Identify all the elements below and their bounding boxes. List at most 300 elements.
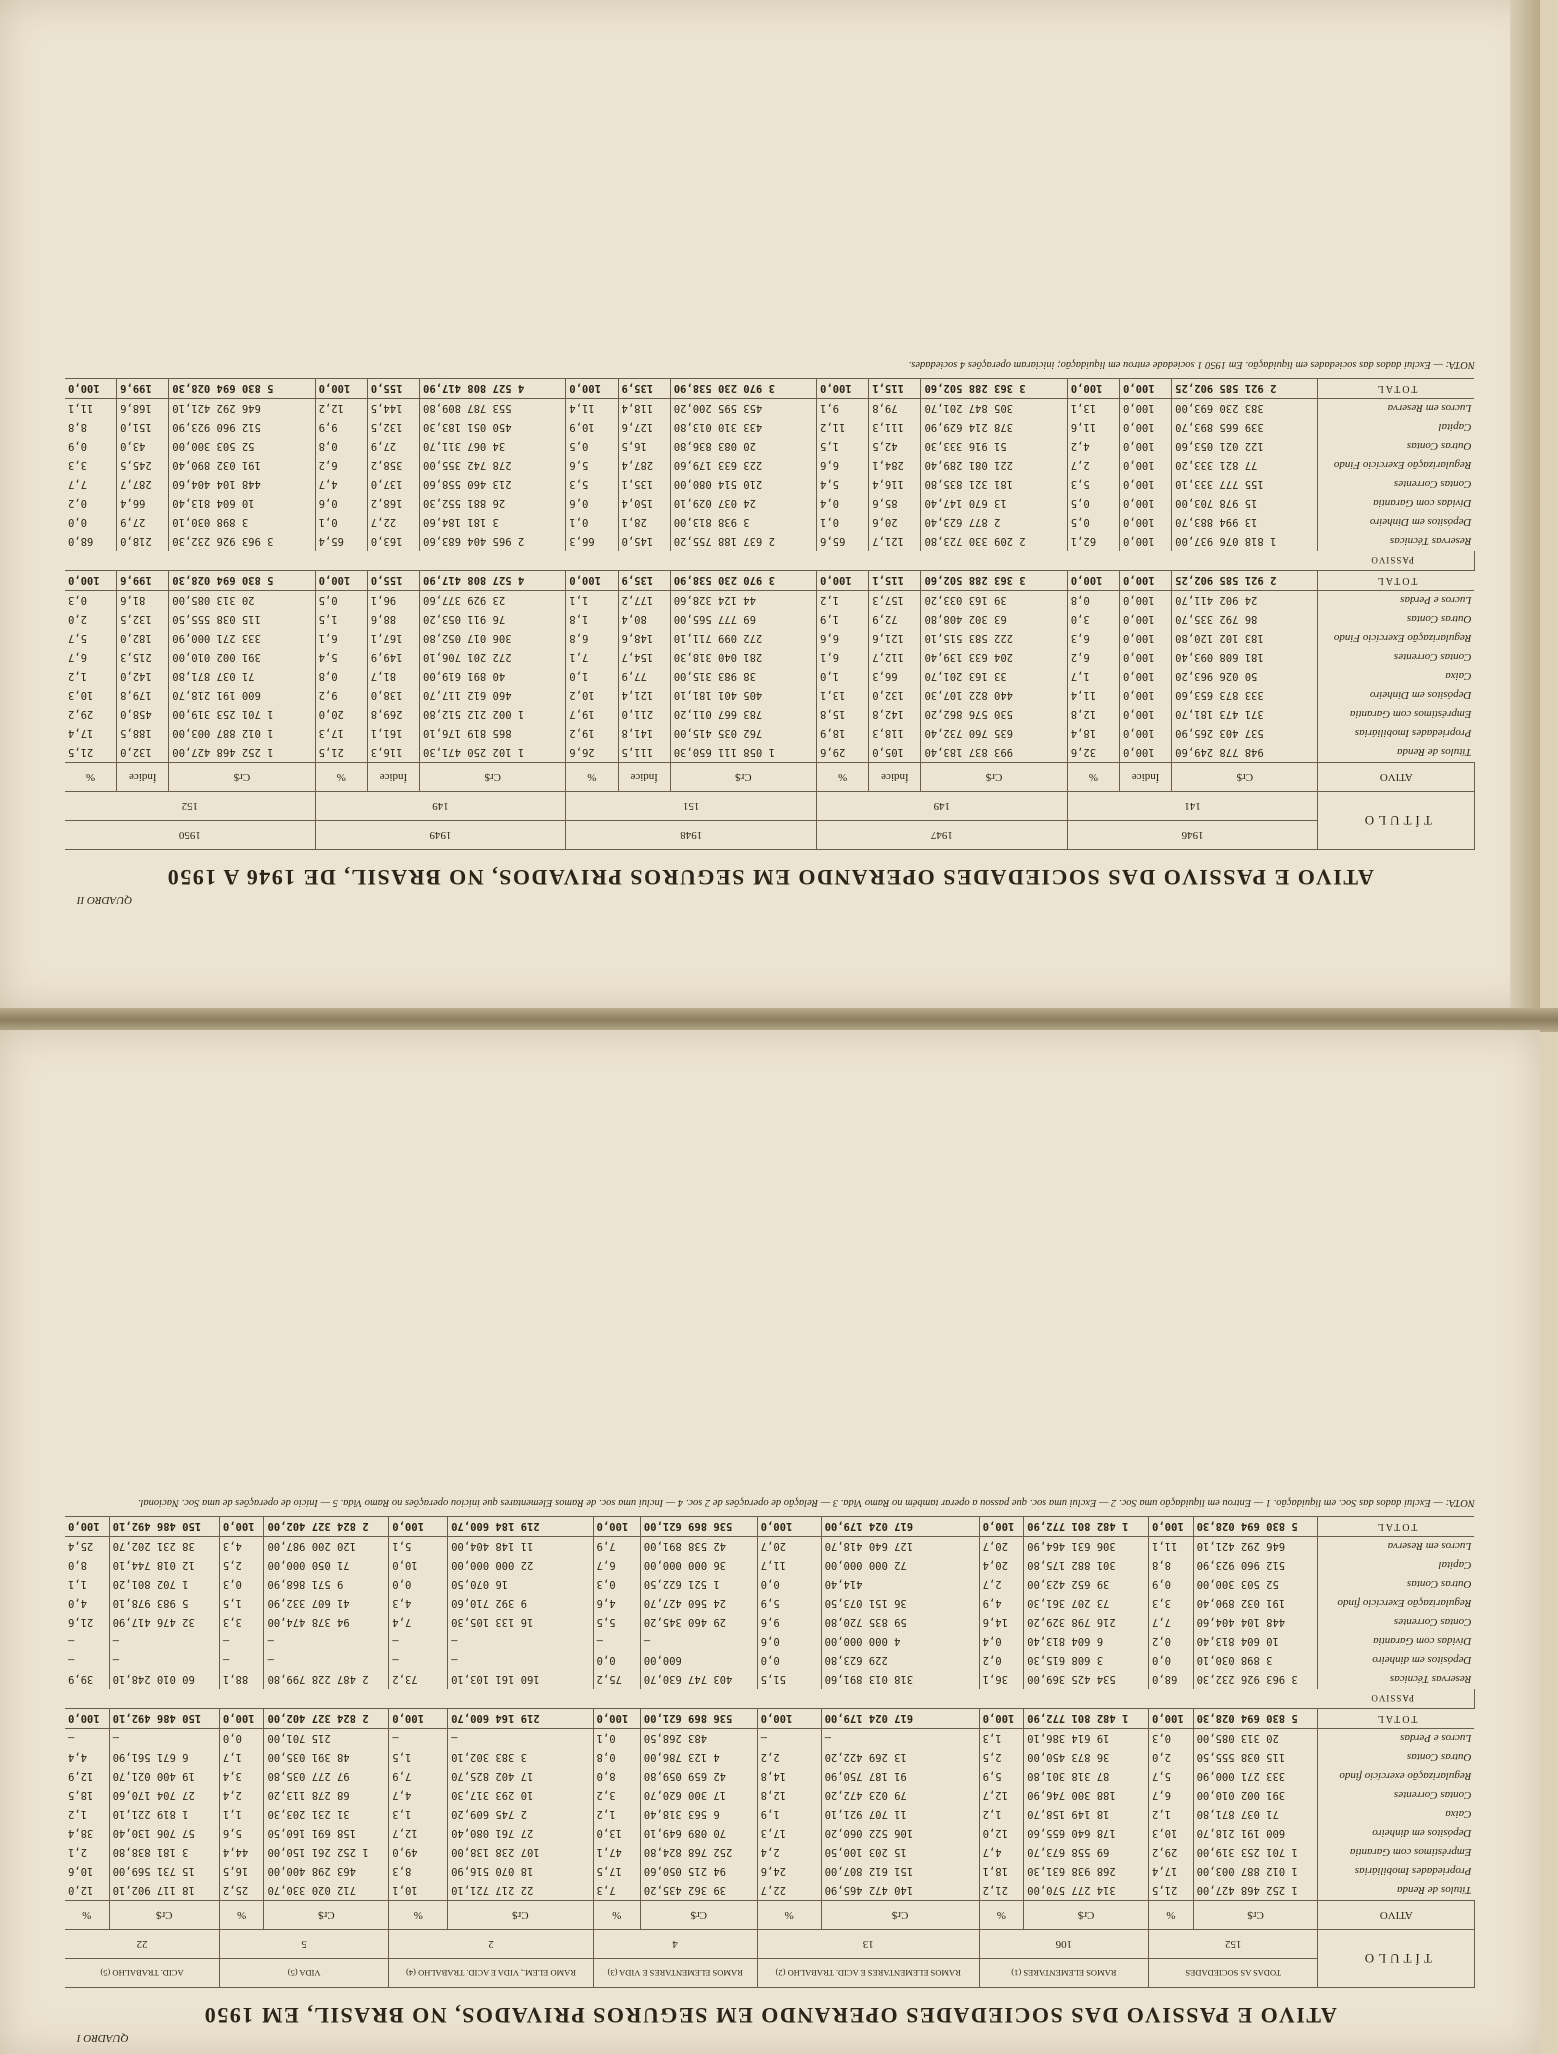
table-cell: —: [65, 1729, 109, 1749]
table-cell: 19,2: [566, 724, 618, 743]
total-cell: 100,0: [1120, 571, 1172, 591]
table-cell: 318 013 891,60: [821, 1670, 979, 1689]
table-cell: 2 965 404 683,60: [420, 532, 566, 551]
table-cell: 13 994 883,70: [1172, 513, 1318, 532]
table-cell: 2,5: [979, 1748, 1024, 1767]
row-label: Empréstimos com Garantia: [1349, 1846, 1472, 1859]
table-cell: 87 318 301,80: [1024, 1767, 1149, 1786]
table-cell: —: [448, 1729, 593, 1749]
table-cell: 15 731 569,00: [109, 1862, 219, 1881]
table-cell: 70 089 649,10: [640, 1824, 757, 1843]
unit-header: Índice: [367, 763, 419, 792]
table-cell: 1,2: [65, 667, 117, 686]
table-cell: 10,6: [65, 1862, 109, 1881]
table-cell: 3,2: [593, 1786, 640, 1805]
total-cell: 100,0: [566, 379, 618, 399]
table-cell: 177,2: [618, 591, 670, 611]
table-cell: 333 271 000,90: [1193, 1767, 1318, 1786]
table-cell: 6,7: [1149, 1786, 1194, 1805]
column-group-header: VIDA (5): [219, 1959, 388, 1988]
table-cell: 20 083 836,80: [670, 437, 816, 456]
ativo-total-row: [65, 571, 1475, 591]
table-cell: 1,5: [817, 437, 869, 456]
table-cell: 284,1: [869, 456, 921, 475]
table-cell: 39 362 435,20: [640, 1881, 757, 1901]
table-cell: 17,4: [1149, 1862, 1194, 1881]
table-cell: 1 252 261 150,00: [264, 1843, 389, 1862]
n-sociedades-cell: 4: [593, 1930, 757, 1959]
row-label: Lucros em Reserva: [1387, 402, 1472, 415]
table-cell: 112,7: [869, 648, 921, 667]
table-cell: 3 938 813,00: [670, 513, 816, 532]
table-cell: 222 583 515,10: [921, 629, 1067, 648]
table-cell: 111,3: [869, 418, 921, 437]
table-cell: 168,6: [117, 399, 169, 419]
total-cell: 100,0: [757, 1517, 821, 1537]
table-cell: 48 391 035,00: [264, 1748, 389, 1767]
table-cell: 333 873 653,60: [1172, 686, 1318, 705]
passivo-row: [65, 532, 1475, 551]
table-cell: 8,0: [593, 1767, 640, 1786]
ativo-row: [65, 610, 1475, 629]
table-cell: 0,1: [566, 513, 618, 532]
total-cell: 100,0: [1120, 379, 1172, 399]
table-cell: 81,7: [367, 667, 419, 686]
table-cell: 21,5: [1149, 1881, 1194, 1901]
table-cell: 1,2: [65, 1805, 109, 1824]
table-cell: 712 020 330,70: [264, 1881, 389, 1901]
table-cell: 66,3: [869, 667, 921, 686]
table-cell: 163,0: [367, 532, 419, 551]
row-label: Lucros e Perdas: [1400, 594, 1472, 607]
unit-header: %: [1149, 1901, 1194, 1930]
n-sociedades-cell: 152: [65, 792, 315, 821]
table-cell: 24 902 411,70: [1172, 591, 1318, 611]
table-cell: 1,1: [65, 1575, 109, 1594]
table-cell: 1,2: [1149, 1805, 1194, 1824]
passivo-row: [65, 1670, 1475, 1689]
table-cell: 13 269 422,20: [821, 1748, 979, 1767]
table-cell: 116,3: [367, 743, 419, 763]
total-cell: 536 869 621,00: [640, 1517, 757, 1537]
total-cell: 100,0: [566, 571, 618, 591]
table-cell: 3,4: [219, 1767, 264, 1786]
table-cell: 4 000 000,00: [821, 1632, 979, 1651]
table-cell: 0,5: [1067, 494, 1119, 513]
table-cell: 2,0: [1149, 1748, 1194, 1767]
table-cell: 36 000 000,00: [640, 1556, 757, 1575]
table-cell: 100,0: [1120, 494, 1172, 513]
table-cell: 13 670 147,40: [921, 494, 1067, 513]
table-cell: 29,6: [817, 743, 869, 763]
table-cell: 7,4: [389, 1613, 448, 1632]
table-cell: 28,1: [618, 513, 670, 532]
table-cell: 43,0: [117, 437, 169, 456]
table-cell: —: [640, 1632, 757, 1651]
column-group-header: 1947: [817, 821, 1068, 850]
table-cell: 19 614 386,10: [1024, 1729, 1149, 1749]
total-cell: 150 486 492,10: [109, 1517, 219, 1537]
table-cell: 272 201 706,10: [420, 648, 566, 667]
table-cell: 12,0: [979, 1824, 1024, 1843]
table-cell: 88,6: [367, 610, 419, 629]
table-cell: 18 117 902,10: [109, 1881, 219, 1901]
row-label: Depósitos em dinheiro: [1372, 1654, 1472, 1667]
total-cell: 100,0: [593, 1517, 640, 1537]
table-cell: 1 521 622,50: [640, 1575, 757, 1594]
table-cell: 0,9: [65, 437, 117, 456]
table-cell: 17 300 620,70: [640, 1786, 757, 1805]
table-cell: 218,0: [117, 532, 169, 551]
table-cell: 2,5: [219, 1556, 264, 1575]
table-cell: 4,3: [389, 1594, 448, 1613]
table-cell: 16 133 105,30: [448, 1613, 593, 1632]
table-cell: 132,5: [367, 418, 419, 437]
unit-header: Índice: [117, 763, 169, 792]
table-cell: 0,1: [315, 513, 367, 532]
table-cell: 44,4: [219, 1843, 264, 1862]
table-cell: —: [219, 1651, 264, 1670]
table-cell: 39 163 033,20: [921, 591, 1067, 611]
table-cell: 463 298 400,00: [264, 1862, 389, 1881]
table-cell: 86 792 335,70: [1172, 610, 1318, 629]
total-cell: 5 830 694 028,30: [169, 379, 315, 399]
unit-header: Cr$: [670, 763, 816, 792]
table-cell: 77,9: [618, 667, 670, 686]
table-cell: 0,1: [817, 513, 869, 532]
table-cell: 188 300 746,90: [1024, 1786, 1149, 1805]
table-cell: 148,6: [618, 629, 670, 648]
table-cell: 182,0: [117, 629, 169, 648]
total-cell: 3 970 230 538,90: [670, 379, 816, 399]
total-cell: 100,0: [65, 379, 117, 399]
total-cell: 2 921 585 902,25: [1172, 379, 1318, 399]
column-group-header: RAMOS ELEMENTARES E VIDA (3): [593, 1959, 757, 1988]
passivo-section-row: [65, 1689, 1475, 1709]
unit-header: Índice: [618, 763, 670, 792]
table-cell: 20,6: [869, 513, 921, 532]
table-cell: 183 102 120,80: [1172, 629, 1318, 648]
passivo-row: [65, 1556, 1475, 1575]
table-cell: 537 403 265,90: [1172, 724, 1318, 743]
total-cell: 135,9: [618, 571, 670, 591]
quadro-title: ATIVO E PASSIVO DAS SOCIEDADES OPERANDO EM SEGUROS PRIVADOS, NO BRASIL, EM 1950: [203, 2003, 1337, 2028]
table-cell: 57 706 130,40: [109, 1824, 219, 1843]
row-label: Propriedades Imobiliárias: [1354, 1865, 1472, 1878]
table-cell: 100,0: [1120, 648, 1172, 667]
table-cell: 181 321 835,80: [921, 475, 1067, 494]
passivo-row: [65, 513, 1475, 532]
table-cell: 17,3: [757, 1824, 821, 1843]
table-cell: 6,7: [65, 648, 117, 667]
table-cell: 9 392 710,60: [448, 1594, 593, 1613]
row-label: Contas Correntes: [1393, 1616, 1472, 1629]
table-cell: 19,7: [566, 705, 618, 724]
table-cell: 4,0: [65, 1594, 109, 1613]
table-cell: 161,1: [367, 724, 419, 743]
ativo-row: [65, 1786, 1475, 1805]
table-cell: 1 102 250 471,30: [420, 743, 566, 763]
row-label: Empréstimos com Garantia: [1349, 708, 1472, 721]
table-cell: 72,9: [869, 610, 921, 629]
table-cell: 10,3: [65, 686, 117, 705]
table-cell: 151 612 807,00: [821, 1862, 979, 1881]
table-cell: 4,9: [979, 1594, 1024, 1613]
total-cell: 100,0: [315, 571, 367, 591]
table-cell: 52 503 300,00: [1193, 1575, 1318, 1594]
table-cell: 7,1: [566, 648, 618, 667]
table-cell: 116,4: [869, 475, 921, 494]
table-cell: 15 203 100,50: [821, 1843, 979, 1862]
table-cell: 80,4: [618, 610, 670, 629]
table-cell: 2,7: [1067, 456, 1119, 475]
passivo-body: [65, 379, 1475, 571]
table-cell: 0,0: [65, 513, 117, 532]
row-label: Caixa: [1445, 670, 1472, 683]
table-cell: 51,5: [757, 1670, 821, 1689]
table-cell: —: [448, 1651, 593, 1670]
table-cell: 47,1: [593, 1843, 640, 1862]
table-cell: 100,0: [1120, 513, 1172, 532]
table-cell: 107 238 138,00: [448, 1843, 593, 1862]
passivo-row: [65, 1594, 1475, 1613]
table-cell: 60 010 248,10: [109, 1670, 219, 1689]
total-cell: 155,0: [367, 571, 419, 591]
table-cell: 223 633 179,60: [670, 456, 816, 475]
table-cell: 3 608 615,30: [1024, 1651, 1149, 1670]
table-cell: 13,1: [817, 686, 869, 705]
passivo-row: [65, 1575, 1475, 1594]
table-cell: 530 576 862,20: [921, 705, 1067, 724]
table-cell: 306 017 052,80: [420, 629, 566, 648]
table-cell: 1,9: [757, 1805, 821, 1824]
table-cell: 306 631 464,90: [1024, 1537, 1149, 1557]
total-cell: 219 184 600,70: [448, 1517, 593, 1537]
table-cell: 6,1: [315, 629, 367, 648]
table-cell: 0,3: [593, 1575, 640, 1594]
row-label: Regularização Exercício findo: [1337, 1597, 1472, 1610]
table-cell: 371 473 181,70: [1172, 705, 1318, 724]
table-cell: 27,9: [367, 437, 419, 456]
table-cell: 12,0: [65, 1881, 109, 1901]
table-cell: 450 051 183,30: [420, 418, 566, 437]
table-cell: 0,4: [817, 494, 869, 513]
unit-header: Cr$: [420, 763, 566, 792]
table-cell: 1,2: [593, 1805, 640, 1824]
table-cell: 215 701,00: [264, 1729, 389, 1749]
table-cell: 453 595 200,20: [670, 399, 816, 419]
table-cell: 27 761 080,40: [448, 1824, 593, 1843]
table-cell: 8,0: [65, 1556, 109, 1575]
total-cell: 3 363 288 502,60: [921, 379, 1067, 399]
table-cell: 1 012 887 003,00: [1193, 1862, 1318, 1881]
table-cell: 97 277 035,80: [264, 1767, 389, 1786]
passivo-row: [65, 475, 1475, 494]
n-sociedades-cell: 13: [757, 1930, 979, 1959]
table-cell: 215,3: [117, 648, 169, 667]
total-cell: 135,9: [618, 379, 670, 399]
unit-header: Cr$: [448, 1901, 593, 1930]
table-cell: 3,3: [219, 1613, 264, 1632]
table-cell: 168,2: [367, 494, 419, 513]
table-cell: 252 768 824,80: [640, 1843, 757, 1862]
table-cell: 305 847 201,70: [921, 399, 1067, 419]
table-cell: 391 002 010,00: [169, 648, 315, 667]
table-cell: 12,7: [389, 1824, 448, 1843]
table-cell: 1 058 111 650,30: [670, 743, 816, 763]
total-cell: 2 921 585 902,25: [1172, 571, 1318, 591]
quadro-1: [65, 1497, 1475, 2044]
table-cell: 15 978 703,00: [1172, 494, 1318, 513]
passivo-total-row: [65, 379, 1475, 399]
table-cell: 1,2: [817, 591, 869, 611]
table-cell: 62,1: [1067, 532, 1119, 551]
table-cell: 229 623,80: [821, 1651, 979, 1670]
table-cell: 5,1: [389, 1537, 448, 1557]
rotated-content: [0, 0, 1540, 1010]
total-cell: 199,6: [117, 571, 169, 591]
table-cell: 105,0: [869, 743, 921, 763]
table-cell: 216 798 329,20: [1024, 1613, 1149, 1632]
table-cell: 150,4: [618, 494, 670, 513]
table-cell: 1,1: [219, 1805, 264, 1824]
table-cell: 16,5: [618, 437, 670, 456]
table-cell: 268 938 631,30: [1024, 1862, 1149, 1881]
column-group-header: RAMOS ELEMENTARES E ACID. TRABALHO (2): [757, 1959, 979, 1988]
n-sociedades-cell: 149: [817, 792, 1068, 821]
table-cell: 29 460 345,20: [640, 1613, 757, 1632]
total-cell: 100,0: [979, 1709, 1024, 1729]
table-cell: 132,0: [117, 743, 169, 763]
table-cell: 6 563 318,40: [640, 1805, 757, 1824]
table-cell: 4,3: [219, 1537, 264, 1557]
row-label: Regularização exercício findo: [1339, 1770, 1472, 1783]
table-cell: 213 460 558,60: [420, 475, 566, 494]
table-cell: 100,0: [1120, 418, 1172, 437]
table-cell: 71 037 871,80: [169, 667, 315, 686]
total-cell: 100,0: [65, 1709, 109, 1729]
ativo-header: ATIVO: [1318, 1901, 1475, 1930]
table-cell: 245,5: [117, 456, 169, 475]
table-cell: 5,3: [1067, 475, 1119, 494]
table-cell: 5,9: [757, 1594, 821, 1613]
column-group-header: RAMO ELEM., VIDA E ACID. TRABALHO (4): [389, 1959, 593, 1988]
table-cell: 1 701 253 319,00: [1193, 1843, 1318, 1862]
total-cell: 100,0: [389, 1517, 448, 1537]
table-cell: 3 181 838,80: [109, 1843, 219, 1862]
table-cell: 11,1: [1149, 1537, 1194, 1557]
table-cell: 12 018 744,10: [109, 1556, 219, 1575]
table-cell: 21,5: [65, 743, 117, 763]
book-gutter: [0, 1008, 1558, 1032]
table-cell: 100,0: [1120, 629, 1172, 648]
table-cell: 0,6: [315, 494, 367, 513]
table-cell: 68 278 113,20: [264, 1786, 389, 1805]
row-label: Capital: [1438, 421, 1472, 434]
table-cell: 40 891 619,00: [420, 667, 566, 686]
unit-header: Índice: [1120, 763, 1172, 792]
table-cell: 1,8: [566, 610, 618, 629]
table-cell: 100,0: [1120, 705, 1172, 724]
table-cell: 433 310 013,80: [670, 418, 816, 437]
table-cell: 36 151 073,50: [821, 1594, 979, 1613]
table-cell: 71 050 000,00: [264, 1556, 389, 1575]
table-cell: 17,3: [315, 724, 367, 743]
table-cell: 76 911 053,20: [420, 610, 566, 629]
table-cell: 132,0: [869, 686, 921, 705]
table-cell: 181 608 093,40: [1172, 648, 1318, 667]
table-cell: 2,2: [757, 1748, 821, 1767]
table-cell: 2,0: [65, 610, 117, 629]
unit-header: %: [817, 763, 869, 792]
table-cell: 85,6: [869, 494, 921, 513]
table-cell: 121,4: [618, 686, 670, 705]
table-cell: —: [389, 1729, 448, 1749]
passivo-header: PASSIVO: [65, 551, 1475, 571]
table-cell: 3 963 926 232,30: [1193, 1670, 1318, 1689]
table-cell: 314 277 570,00: [1024, 1881, 1149, 1901]
unit-header: Cr$: [921, 763, 1067, 792]
table-cell: 188,5: [117, 724, 169, 743]
table-cell: 31 231 203,30: [264, 1805, 389, 1824]
table-cell: 11,4: [1067, 686, 1119, 705]
total-cell: 219 164 600,70: [448, 1709, 593, 1729]
passivo-row: [65, 1651, 1475, 1670]
table-cell: 1 012 887 003,00: [169, 724, 315, 743]
table-cell: 44 124 328,60: [670, 591, 816, 611]
row-label: Contas Correntes: [1393, 478, 1472, 491]
table-cell: 4,7: [979, 1843, 1024, 1862]
n-sociedades-cell: 152: [1149, 1930, 1318, 1959]
table-cell: 4,6: [593, 1594, 640, 1613]
table-cell: 24 037 029,10: [670, 494, 816, 513]
table-cell: 553 787 809,80: [420, 399, 566, 419]
titulo-header: TÍTULO: [1318, 792, 1475, 850]
table-cell: 4,7: [315, 475, 367, 494]
table-cell: 11,7: [757, 1556, 821, 1575]
table-cell: —: [757, 1729, 821, 1749]
row-label: Reservas Técnicas: [1389, 535, 1472, 548]
quadro-label: QUADRO I: [77, 2032, 129, 2044]
table-cell: 1,9: [817, 610, 869, 629]
table-cell: 77 821 333,20: [1172, 456, 1318, 475]
table-cell: 75,2: [593, 1670, 640, 1689]
unit-header: Cr$: [1024, 1901, 1149, 1930]
n-sociedades-cell: 2: [389, 1930, 593, 1959]
table-cell: 3 181 184,60: [420, 513, 566, 532]
table-cell: 6,6: [817, 629, 869, 648]
table-cell: 9,9: [315, 418, 367, 437]
passivo-row: [65, 456, 1475, 475]
table-cell: 18,5: [65, 1786, 109, 1805]
ativo-total-row: [65, 1709, 1475, 1729]
table-cell: 135,1: [618, 475, 670, 494]
table-cell: 1,3: [979, 1729, 1024, 1749]
table-cell: 122 021 053,60: [1172, 437, 1318, 456]
table-cell: 18,4: [1067, 724, 1119, 743]
table-cell: 20,0: [315, 705, 367, 724]
table-cell: 73,2: [389, 1670, 448, 1689]
row-label: Caixa: [1445, 1808, 1472, 1821]
unit-header: Cr$: [264, 1901, 389, 1930]
quadro-1-table: [65, 1516, 1475, 1988]
table-cell: 0,0: [389, 1575, 448, 1594]
total-cell: 3 363 288 502,60: [921, 571, 1067, 591]
table-cell: 0,9: [1149, 1575, 1194, 1594]
table-cell: 140 472 465,90: [821, 1881, 979, 1901]
table-cell: 149,9: [367, 648, 419, 667]
total-cell: 100,0: [1149, 1709, 1194, 1729]
